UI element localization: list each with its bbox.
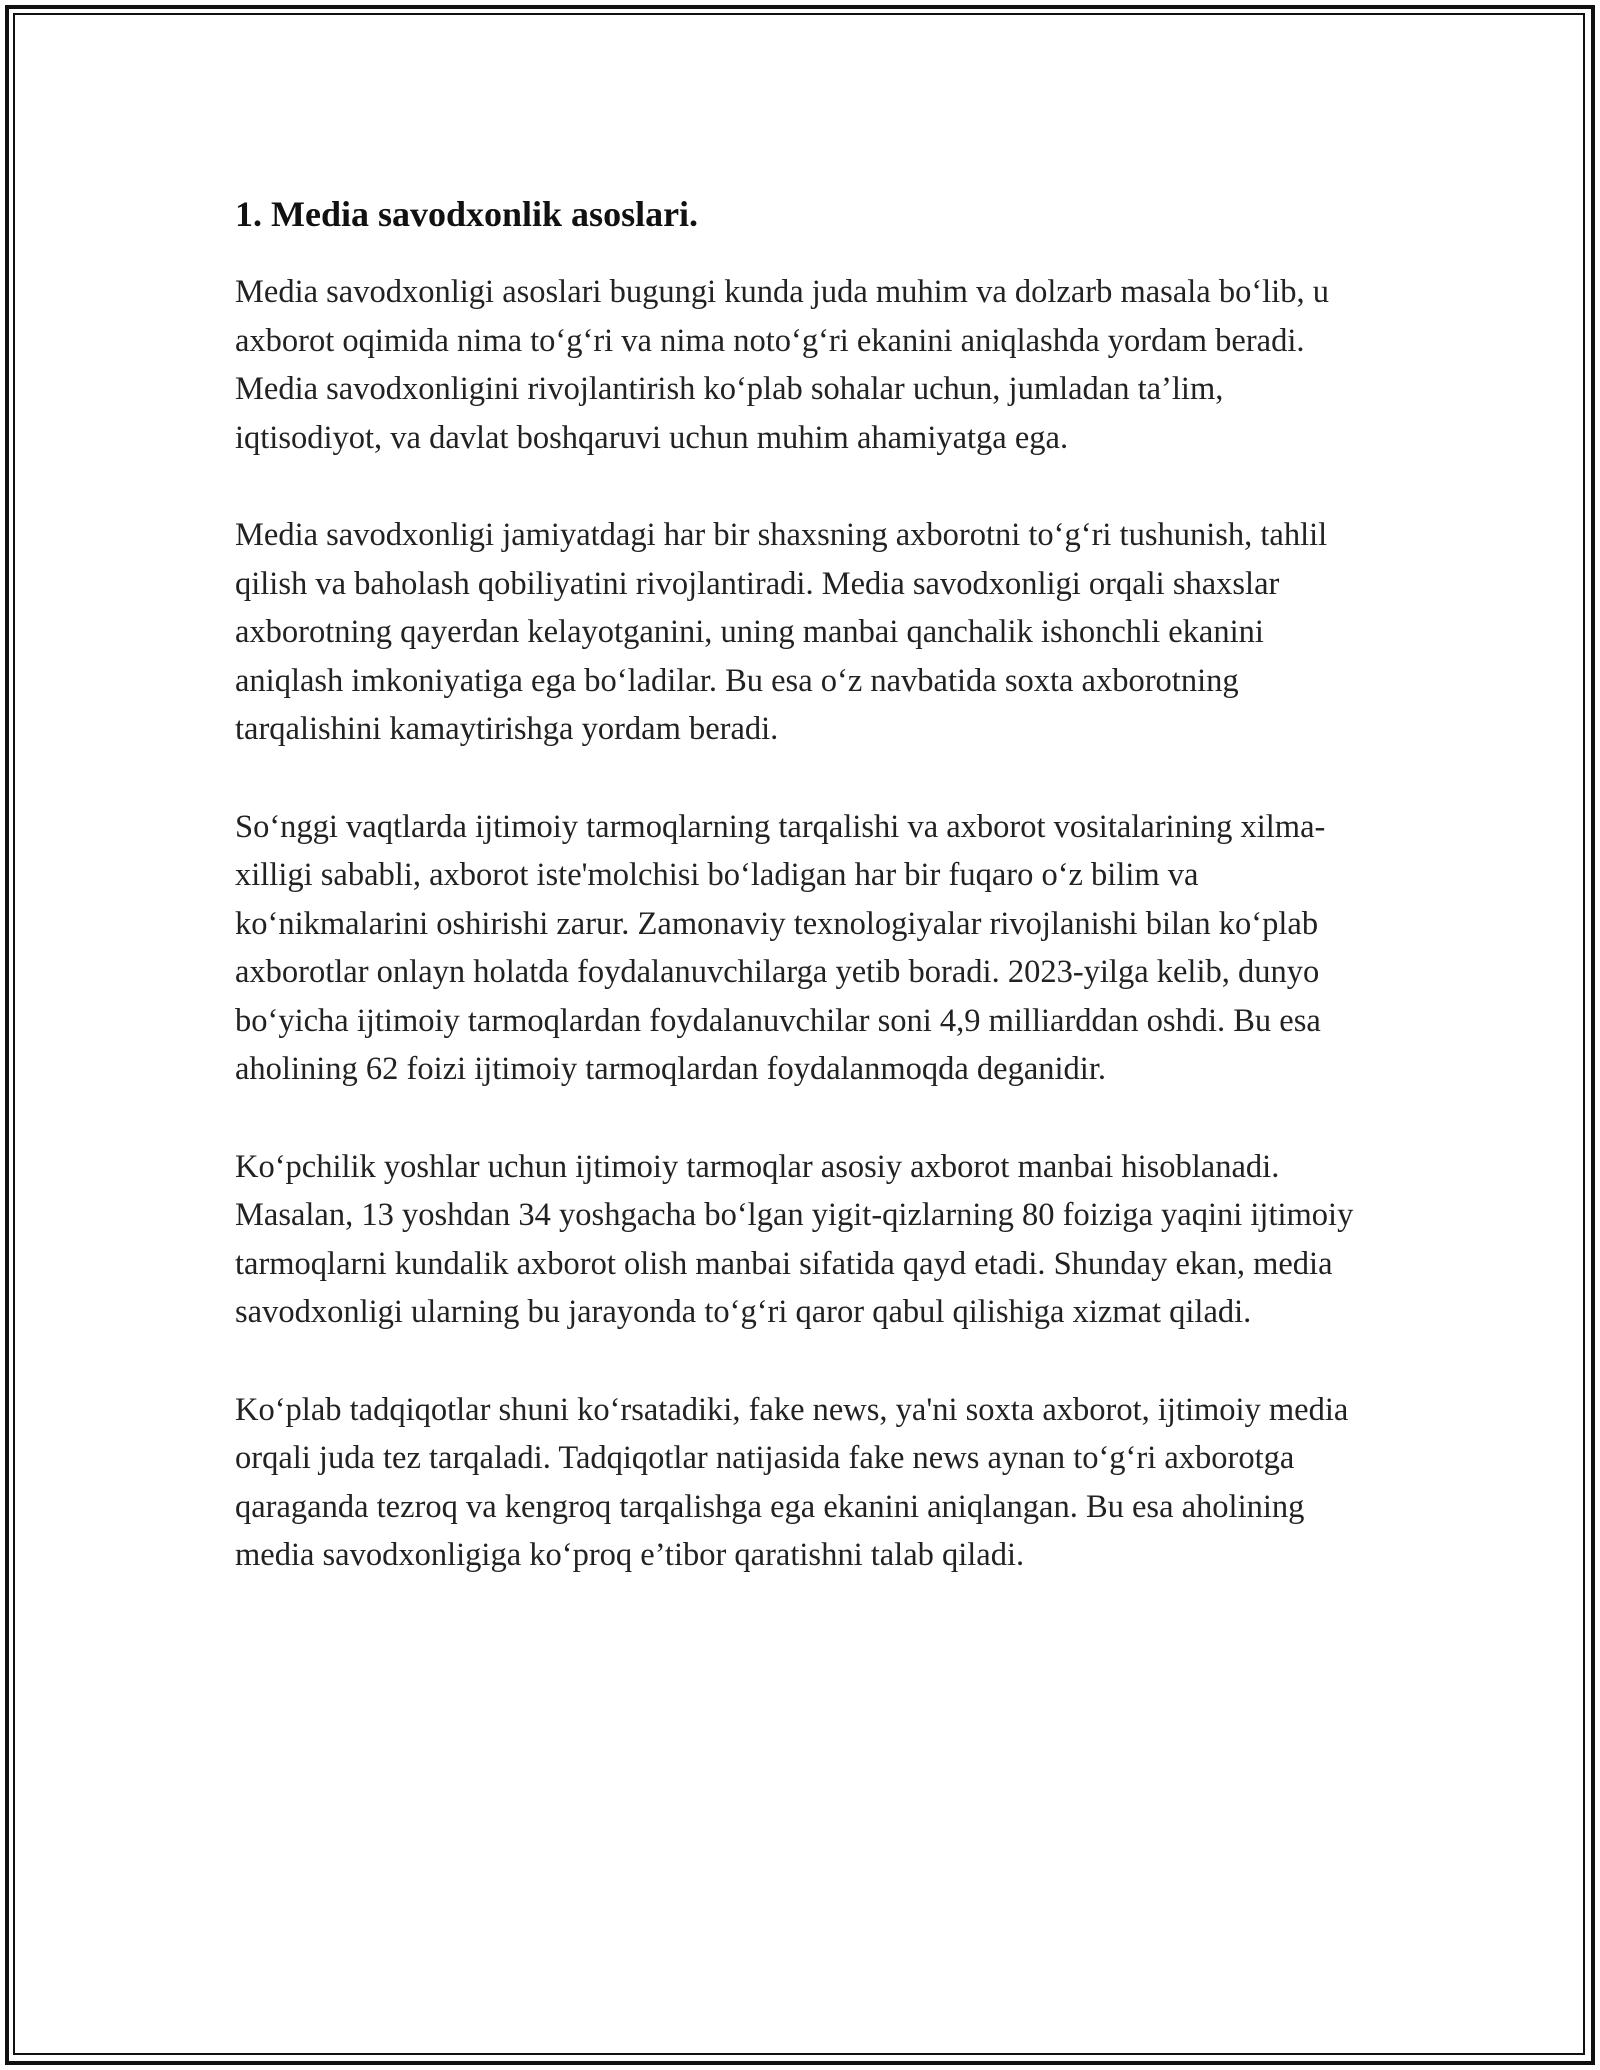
paragraph-4: Ko‘pchilik yoshlar uchun ijtimoiy tarmoqlar asosiy axborot manbai hisoblanadi. Masalan, 13 yoshdan 34 yoshgacha bo‘lgan yigit-qizlarning 80 foiziga yaqini ijtimoiy tarmoqlarni kundalik axborot olish manbai sifatida qayd etadi. Shunday ekan, media savodxonligi ularning bu jarayonda to‘g‘ri qaror qabul qilishiga xizmat qiladi. (235, 1148, 1354, 1330)
paragraph-1: Media savodxonligi asoslari bugungi kunda juda muhim va dolzarb masala bo‘lib, u axborot oqimida nima to‘g‘ri va nima noto‘g‘ri ekanini aniqlashda yordam beradi. Media savodxonligini rivojlantirish ko‘plab sohalar uchun, jumladan ta’lim, iqtisodiyot, va davlat boshqaruvi uchun muhim ahamiyatga ega. (235, 274, 1329, 456)
section-heading: 1. Media savodxonlik asoslari. (235, 194, 699, 234)
paragraph-5: Ko‘plab tadqiqotlar shuni ko‘rsatadiki, fake news, ya'ni soxta axborot, ijtimoiy media orqali juda tez tarqaladi. Tadqiqotlar natijasida fake news aynan to‘g‘ri axborotga qaraganda tezroq va kengroq tarqalishga ega ekanini aniqlangan. Bu esa aholining media savodxonligiga ko‘proq e’tibor qaratishni talab qiladi. (235, 1391, 1349, 1573)
document-page (235, 190, 1375, 1629)
paragraph-3: So‘nggi vaqtlarda ijtimoiy tarmoqlarning tarqalishi va axborot vositalarining xilma-xilligi sababli, axborot iste'molchisi bo‘ladigan har bir fuqaro o‘z bilim va ko‘nikmalarini oshirishi zarur. Zamonaviy texnologiyalar rivojlanishi bilan ko‘plab axborotlar onlayn holatda foydalanuvchilarga yetib boradi. 2023-yilga kelib, dunyo bo‘yicha ijtimoiy tarmoqlardan foydalanuvchilar soni 4,9 milliarddan oshdi. Bu esa aholining 62 foizi ijtimoiy tarmoqlardan foydalanmoqda deganidir. (235, 808, 1326, 1087)
paragraph-2: Media savodxonligi jamiyatdagi har bir shaxsning axborotni to‘g‘ri tushunish, tahlil qilish va baholash qobiliyatini rivojlantiradi. Media savodxonligi orqali shaxslar axborotning qayerdan kelayotganini, uning manbai qanchalik ishonchli ekanini aniqlash imkoniyatiga ega bo‘ladilar. Bu esa o‘z navbatida soxta axborotning tarqalishini kamaytirishga yordam beradi. (235, 517, 1328, 747)
